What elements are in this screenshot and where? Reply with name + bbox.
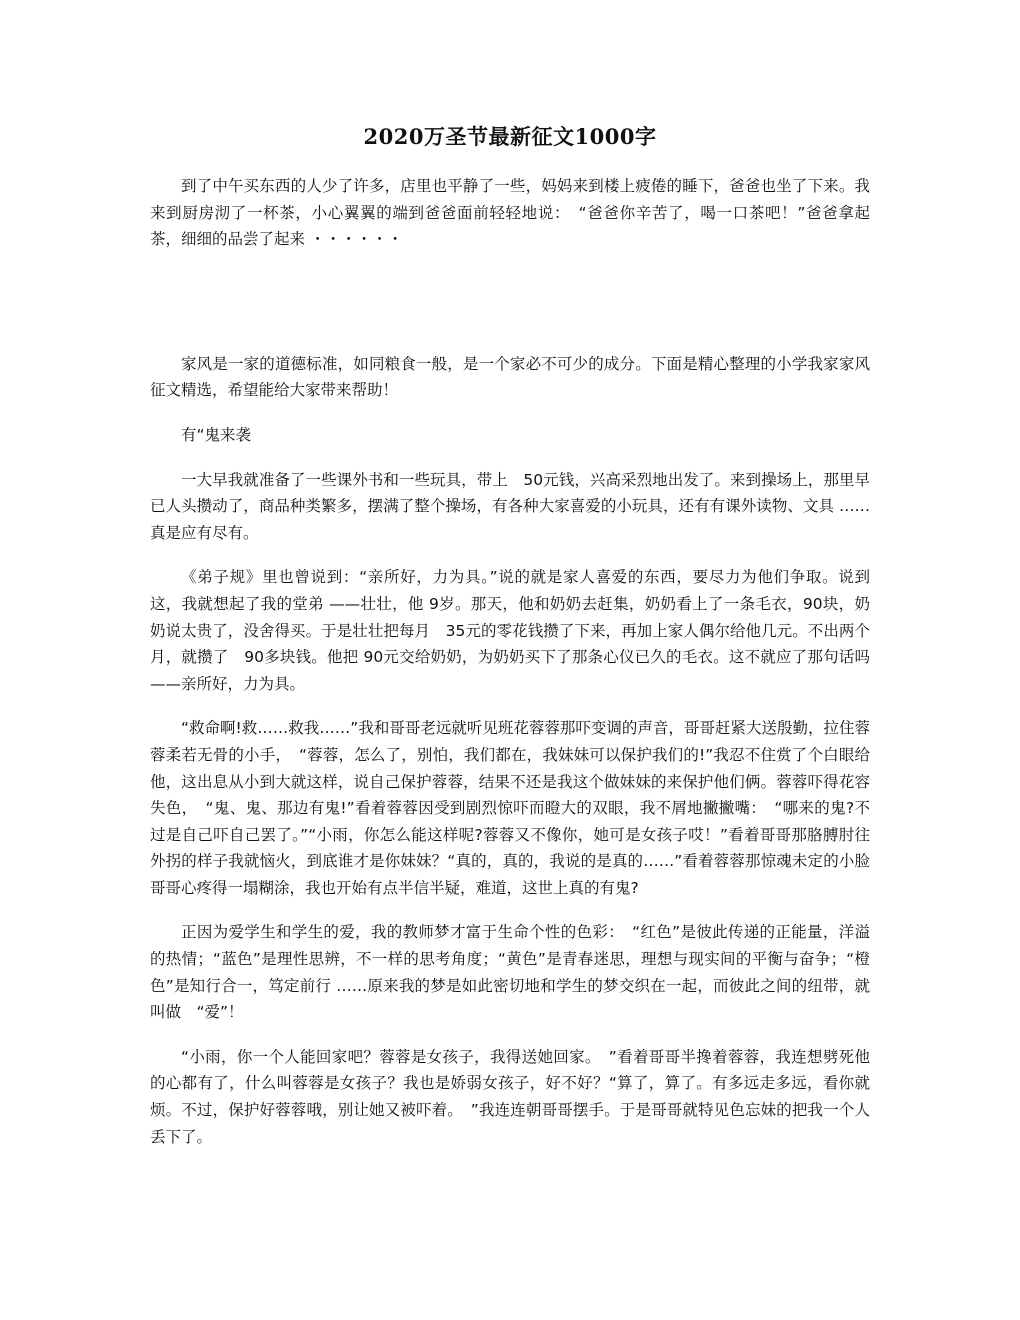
paragraph-5: 《弟子规》里也曾说到：“亲所好，力为具。”说的就是家人喜爱的东西，要尽力为他们争取。说到这，我就想起了我的堂弟 ——壮壮，他 9岁。那天，他和奶奶去赶集，奶奶看上了一条毛衣，90块，奶奶说太贵了，没舍得买。于是壮壮把每月 35元的零花钱攒了下来，再加上家人偶尔给他几元。不出两个月，就攒了 90多块钱。他把 90元交给奶奶，为奶奶买下了那条心仪已久的毛衣。这不就应了那句话吗 ——亲所好，力为具。 [150, 568, 870, 693]
document-title: 2020万圣节最新征文1000字 [363, 124, 657, 149]
paragraph-6: “救命啊!救……救我……”我和哥哥老远就听见班花蓉蓉那吓变调的声音，哥哥赶紧大送殷勤，拉住蓉蓉柔若无骨的小手， “蓉蓉，怎么了，别怕，我们都在，我妹妹可以保护我们的!”我忍不住赏了个白眼给他，这出息从小到大就这样，说自己保护蓉蓉，结果不还是我这个做妹妹的来保护他们俩。蓉蓉吓得花容失色， “鬼、鬼、那边有鬼!”看着蓉蓉因受到剧烈惊吓而瞪大的双眼，我不屑地撇撇嘴： “哪来的鬼?不过是自己吓自己罢了。”“小雨，你怎么能这样呢?蓉蓉又不像你，她可是女孩子哎！”看着哥哥那胳膊肘往外拐的样子我就恼火，到底谁才是你妹妹？“真的，真的，我说的是真的……”看着蓉蓉那惊魂未定的小脸哥哥心疼得一塌糊涂，我也开始有点半信半疑，难道，这世上真的有鬼? [150, 719, 870, 897]
blank-gap [150, 253, 870, 351]
paragraph-8: “小雨，你一个人能回家吧？蓉蓉是女孩子，我得送她回家。 ”看着哥哥半搀着蓉蓉，我连想劈死他的心都有了，什么叫蓉蓉是女孩子？我也是娇弱女孩子，好不好？“算了，算了。有多远走多远，看你就烦。不过，保护好蓉蓉哦，别让她又被吓着。 ”我连连朝哥哥摆手。于是哥哥就特见色忘妹的把我一个人丢下了。 [150, 1047, 870, 1146]
document-body [150, 173, 870, 1150]
paragraph-4: 一大早我就准备了一些课外书和一些玩具，带上 50元钱，兴高采烈地出发了。来到操场上，那里早已人头攒动了，商品种类繁多，摆满了整个操场，有各种大家喜爱的小玩具，还有有课外读物、文具 ……真是应有尽有。 [150, 470, 870, 542]
paragraph-3: 有“鬼来袭 [181, 425, 252, 444]
paragraph-2: 家风是一家的道德标准，如同粮食一般，是一个家必不可少的成分。下面是精心整理的小学我家家风征文精选，希望能给大家带来帮助！ [150, 354, 870, 400]
paragraph-1: 到了中午买东西的人少了许多，店里也平静了一些，妈妈来到楼上疲倦的睡下，爸爸也坐了下来。我来到厨房沏了一杯茶，小心翼翼的端到爸爸面前轻轻地说： “爸爸你辛苦了，喝一口茶吧！”爸爸拿起茶，细细的品尝了起来 ・・・・・・ [150, 177, 870, 249]
paragraph-7: 正因为爱学生和学生的爱，我的教师梦才富于生命个性的色彩： “红色”是彼此传递的正能量，洋溢的热情；“蓝色”是理性思辨，不一样的思考角度；“黄色”是青春迷思，理想与现实间的平衡与奋争；“橙色”是知行合一，笃定前行 ……原来我的梦是如此密切地和学生的梦交织在一起，而彼此之间的纽带，就叫做 “爱”！ [150, 923, 870, 1022]
